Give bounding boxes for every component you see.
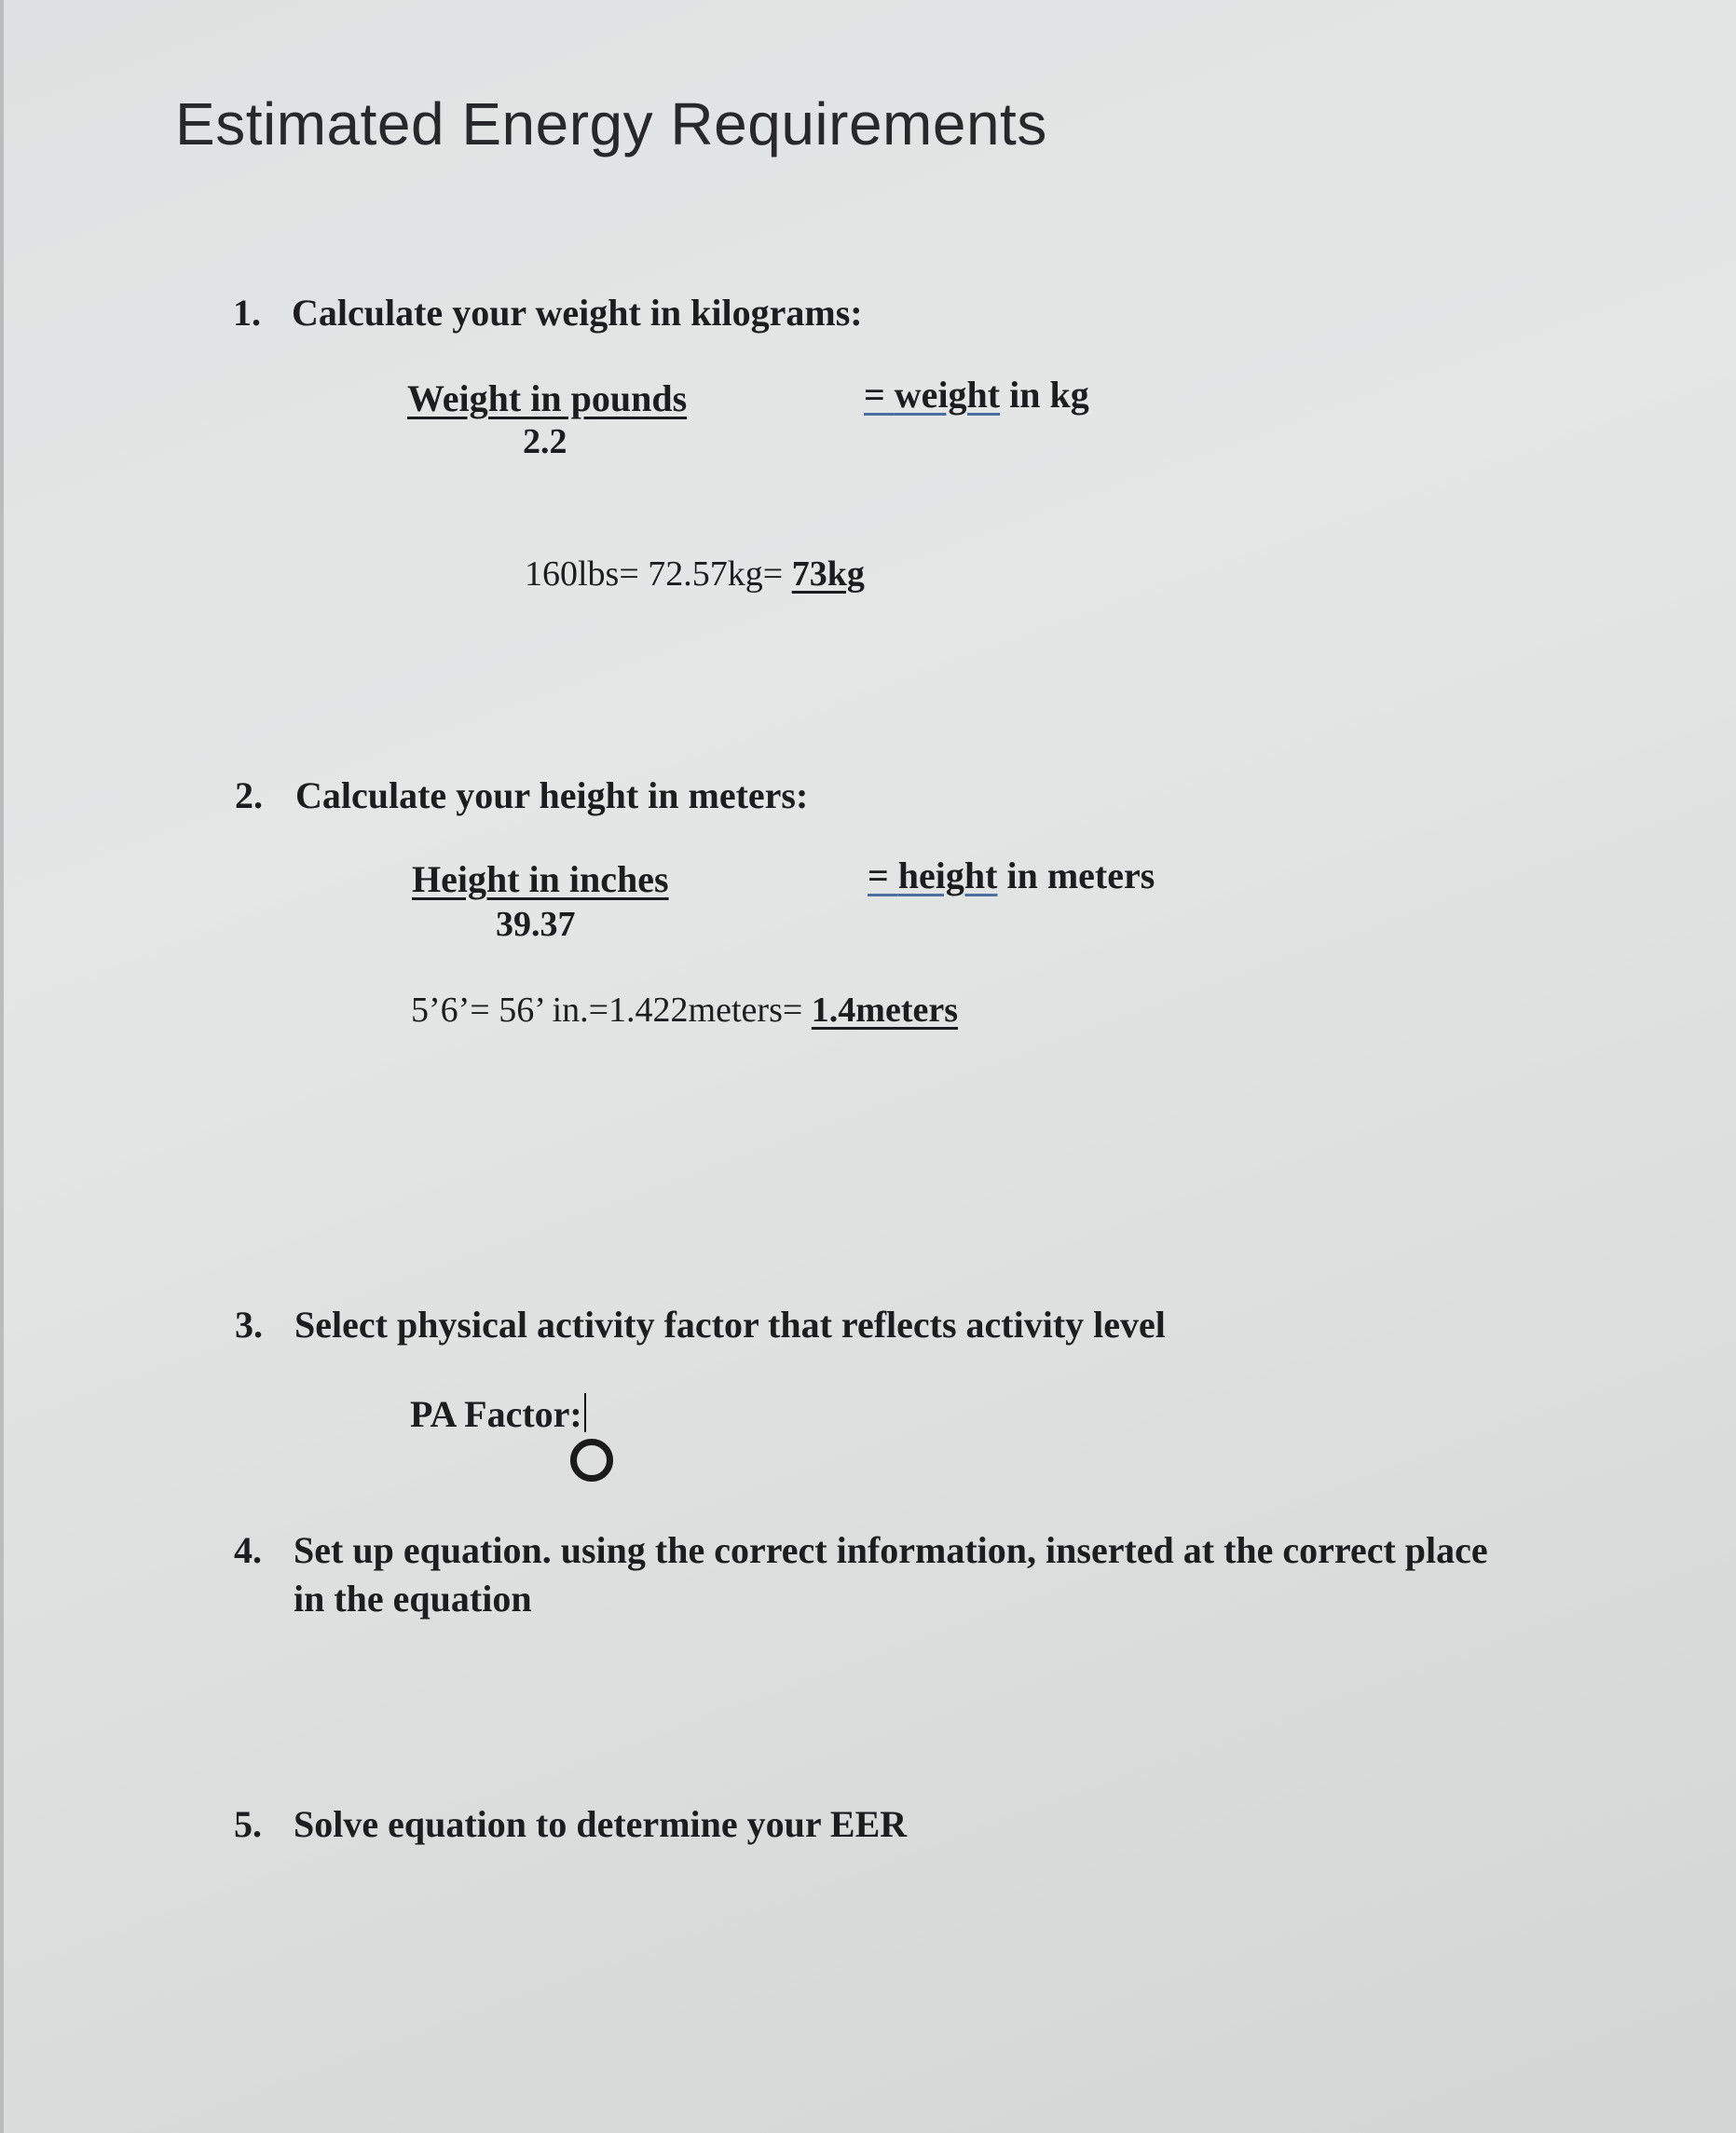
circle-icon xyxy=(570,1439,613,1482)
weight-fraction-denominator: 2.2 xyxy=(523,422,567,461)
text-cursor xyxy=(584,1393,586,1432)
height-result-prefix: = xyxy=(868,855,898,896)
weight-calculation-text: 160lbs= 72.57kg= xyxy=(525,554,792,594)
pa-factor-label: PA Factor: xyxy=(410,1393,582,1435)
step-4-heading-line-1: Set up equation. using the correct information, inserted at the correct place xyxy=(294,1529,1488,1571)
step-4-number: 4. xyxy=(234,1529,262,1571)
step-4-heading-line-2: in the equation xyxy=(294,1578,532,1620)
pa-factor-field[interactable] xyxy=(410,1392,586,1436)
step-1-number: 1. xyxy=(233,292,261,334)
height-fraction-numerator: Height in inches xyxy=(412,858,669,900)
step-5-heading: Solve equation to determine your EER xyxy=(294,1803,908,1845)
weight-calculation xyxy=(525,554,865,595)
weight-result-prefix: = xyxy=(864,374,895,416)
step-3-heading: Select physical activity factor that reflects activity level xyxy=(294,1304,1166,1346)
weight-result-underlined: weight xyxy=(894,374,1001,416)
weight-result-label xyxy=(864,373,1089,417)
height-calculation xyxy=(411,990,958,1031)
height-calculation-answer: 1.4meters xyxy=(811,991,958,1030)
height-result-underlined: height xyxy=(897,855,998,896)
page-edge xyxy=(0,0,4,2133)
height-result-suffix: in meters xyxy=(997,855,1155,896)
height-fraction-denominator: 39.37 xyxy=(496,905,576,944)
weight-fraction-numerator: Weight in pounds xyxy=(407,377,688,419)
step-2-heading: Calculate your height in meters: xyxy=(295,774,809,816)
step-1-heading: Calculate your weight in kilograms: xyxy=(292,292,863,334)
weight-calculation-answer: 73kg xyxy=(791,554,865,594)
document-title: Estimated Energy Requirements xyxy=(175,90,1047,157)
step-2-number: 2. xyxy=(235,774,263,816)
step-5-number: 5. xyxy=(234,1803,262,1845)
weight-result-suffix: in kg xyxy=(1000,374,1089,416)
step-3-number: 3. xyxy=(235,1304,263,1346)
height-calculation-text: 5’6’= 56’ in.=1.422meters= xyxy=(411,991,812,1030)
height-result-label xyxy=(868,854,1155,897)
